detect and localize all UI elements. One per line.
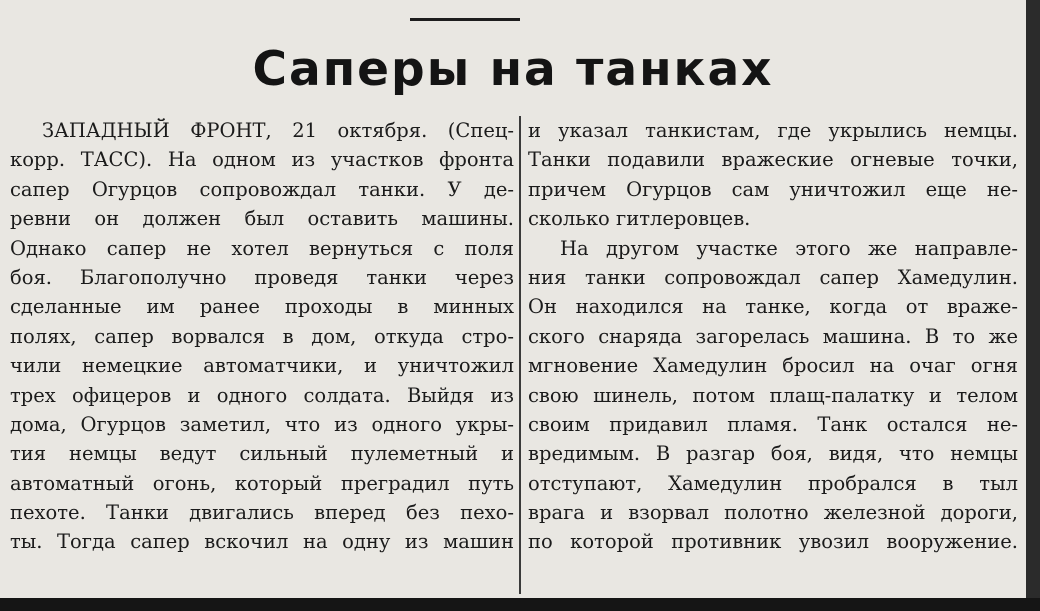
text-line: ты. Тогда сапер вскочил на одну из машин xyxy=(10,530,514,554)
text-line: врага и взорвал полотно железной дороги, xyxy=(528,501,1018,525)
text-line: боя. Благополучно проведя танки через xyxy=(10,265,514,289)
text-line: и указал танкистам, где укрылись немцы. xyxy=(528,119,1018,142)
article-headline: Саперы на танках xyxy=(252,42,774,97)
text-line: Однако сапер не хотел вернуться с поля xyxy=(10,236,514,260)
text-line: ЗАПАДНЫЙ ФРОНТ, 21 октября. (Спец- xyxy=(42,119,514,142)
text-line: сделанные им ранее проходы в минных xyxy=(10,295,514,319)
text-line: дома, Огурцов заметил, что из одного укры- xyxy=(10,412,514,436)
text-line: Он находился на танке, когда от враже- xyxy=(528,295,1018,319)
text-line: вредимым. В разгар боя, видя, что немцы xyxy=(528,442,1018,466)
text-line: пехоте. Танки двигались вперед без пехо- xyxy=(10,501,514,525)
text-line: тия немцы ведут сильный пулеметный и xyxy=(10,442,514,466)
article-column-right xyxy=(528,116,1018,557)
text-line: автоматный огонь, который преградил путь xyxy=(10,471,514,495)
text-line: причем Огурцов сам уничтожил еще не- xyxy=(528,177,1018,201)
text-line: полях, сапер ворвался в дом, откуда стро- xyxy=(10,324,514,348)
text-line: сколько гитлеровцев. xyxy=(528,207,751,231)
text-line: корр. ТАСС). На одном из участков фронта xyxy=(10,148,514,172)
scan-edge-bottom xyxy=(0,598,1040,611)
text-line: чили немецкие автоматчики, и уничтожил xyxy=(10,354,514,378)
text-line: ния танки сопровождал сапер Хамедулин. xyxy=(528,265,1018,289)
article-column-left xyxy=(10,116,514,557)
text-line: Танки подавили вражеские огневые точки, xyxy=(528,148,1018,172)
text-line: ского снаряда загорелась машина. В то же xyxy=(528,324,1018,348)
text-line: На другом участке этого же направле- xyxy=(560,236,1018,260)
text-line: своим придавил пламя. Танк остался не- xyxy=(528,412,1018,436)
text-line: ревни он должен был оставить машины. xyxy=(10,207,514,231)
scan-edge-right xyxy=(1026,0,1040,598)
headline-rule xyxy=(410,18,520,21)
text-line: по которой противник увозил вооружение. xyxy=(528,530,1018,554)
text-line: трех офицеров и одного солдата. Выйдя из xyxy=(10,383,514,407)
column-divider xyxy=(519,116,521,594)
text-line: свою шинель, потом плащ-палатку и телом xyxy=(528,383,1018,407)
text-line: отступают, Хамедулин пробрался в тыл xyxy=(528,471,1018,495)
text-line: мгновение Хамедулин бросил на очаг огня xyxy=(528,354,1018,378)
text-line: сапер Огурцов сопровождал танки. У де- xyxy=(10,177,514,201)
